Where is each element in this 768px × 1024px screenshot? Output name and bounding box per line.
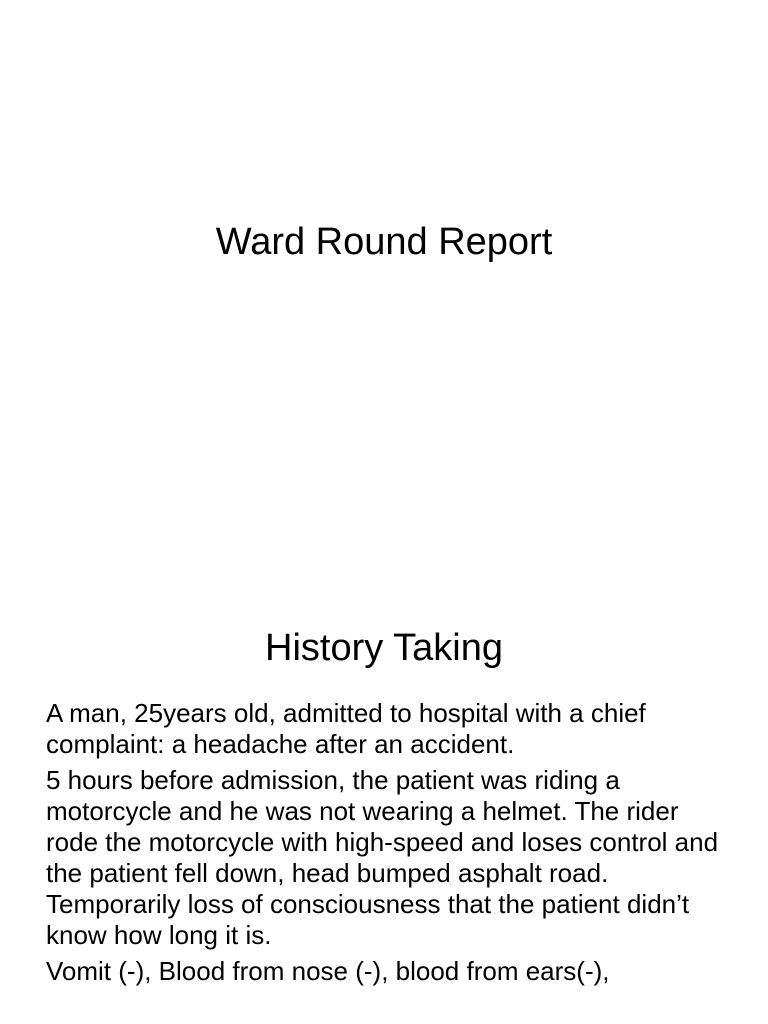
history-paragraph-1: A man, 25years old, admitted to hospital with a chief complaint: a headache after an accident. xyxy=(46,698,646,759)
history-paragraph-3: Vomit (-), Blood from nose (-), blood from ears(-), xyxy=(46,956,610,986)
report-title: Ward Round Report xyxy=(215,221,553,263)
history-body xyxy=(46,698,726,992)
history-taking-heading: History Taking xyxy=(265,627,503,669)
slide-history-taking xyxy=(0,576,768,1024)
history-paragraph-2: 5 hours before admission, the patient was riding a motorcycle and he was not wearing a helmet. The rider rode the motorcycle with high-speed and loses control and the patient fell down, head bumped asphalt road. Temporarily loss of consciousness that the patient didn’t know how long it is. xyxy=(46,765,719,950)
